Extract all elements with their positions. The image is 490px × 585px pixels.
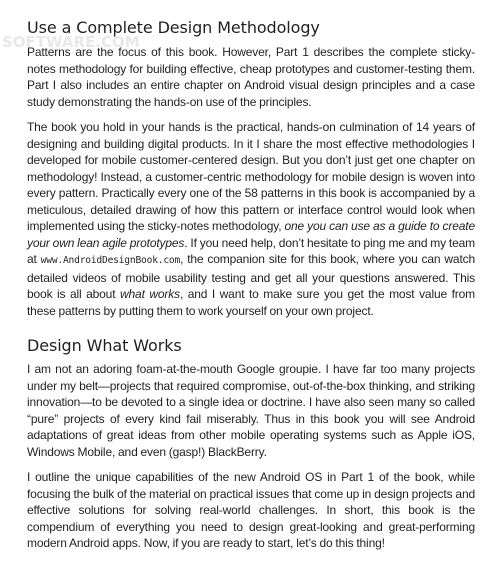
section-heading-methodology: Use a Complete Design Methodology: [27, 18, 320, 37]
emphasis-text: one you can use as a guide to create your own lean agile prototypes: [27, 219, 475, 250]
paragraph-design-what-works: I am not an adoring foam-at-the-mouth Google groupie. I have far too many projects under my belt—projects that required compromise, out-of-the-box thinking, and striking innovation—to be devoted to a single idea or doctrine. I have also seen many so called “pure” projects of every kind fail miserably. Thus in this book you will see Android adaptations of great ideas from other mobile operating systems such as Apple iOS, Windows Mobile, and even (gasp!) BlackBerry.: [27, 362, 475, 459]
paragraph-methodology-intro: Patterns are the focus of this book. However, Part 1 describes the complete sticky-notes methodology for building effective, cheap prototypes and customer-testing them. Part I also includes an entire chapter on Android visual design principles and a case study demonstrating the hands-on use of the principles.: [27, 45, 475, 109]
text-span: . If you need help, don’t hesitate to ping me and my team at: [27, 235, 475, 266]
watermark: SOFTWARE.COM: [2, 33, 140, 51]
text-span: , and I want to make sure you get the most value from these patterns by putting them to work yourself on your own project.: [27, 287, 476, 318]
section-heading-design-what-works: Design What Works: [27, 336, 182, 355]
text-span: , the companion site for this book, where you can watch detailed videos of mobile usability testing and get all your questions answered. This book is all about: [27, 252, 476, 301]
paragraph-methodology-details: [27, 119, 475, 319]
companion-site-url: www.AndroidDesignBook.com: [40, 255, 181, 266]
emphasis-text: what works: [120, 287, 180, 301]
paragraph-android-os-capabilities: I outline the unique capabilities of the new Android OS in Part 1 of the book, while focusing the bulk of the material on practical issues that come up in design projects and effective solutions for solving real-world challenges. In short, this book is the compendium of everything you need to design great-looking and great-performing modern Android apps. Now, if you are ready to start, let’s do this thing!: [27, 470, 475, 550]
text-span: The book you hold in your hands is the practical, hands-on culmination of 14 years of designing and building digital products. In it I share the most effective methodologies I developed for mobile customer-centered design. But you don’t just get one chapter on methodology! Instead, a customer-centric methodology for mobile design is woven into every pattern. Practically every one of the 58 patterns in this book is accompanied by a meticulous, detailed drawing of how this pattern or interface control would look when implemented using the sticky-notes methodology,: [27, 120, 475, 233]
book-page: [27, 18, 475, 552]
